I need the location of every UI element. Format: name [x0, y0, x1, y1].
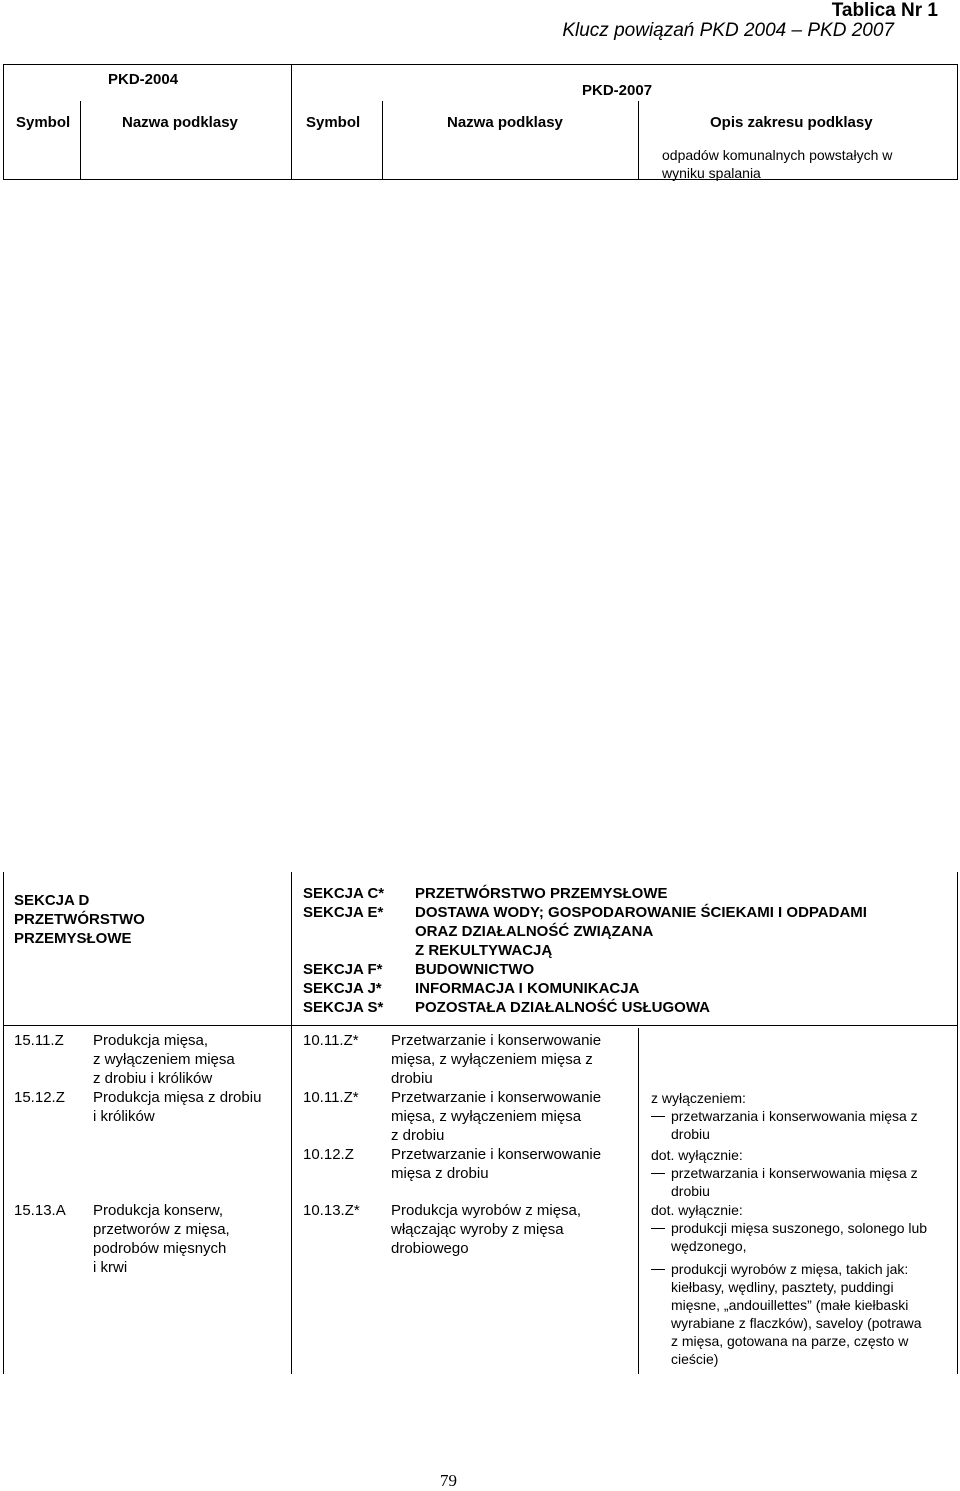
row-2004-symbol: 15.11.Z — [14, 1032, 64, 1049]
col-header-name-2007: Nazwa podklasy — [447, 114, 563, 131]
description-1: z wyłączeniem: przetwarzania i konserwowania mięsa z drobiu — [651, 1089, 951, 1143]
dash-list-item: przetwarzania i konserwowania mięsa z drobiu — [651, 1107, 951, 1143]
row-2007-symbol: 10.11.Z* — [303, 1089, 359, 1106]
page-number: 79 — [440, 1471, 457, 1490]
row-2007-name: Przetwarzanie i konserwowanie mięsa z drobiu — [391, 1146, 602, 1182]
row-2007-name: Przetwarzanie i konserwowanie mięsa, z wyłączeniem mięsa z drobiu — [391, 1089, 602, 1144]
col-header-name-2004: Nazwa podklasy — [122, 114, 238, 131]
col-header-description: Opis zakresu podklasy — [710, 114, 873, 131]
row-2007-symbol: 10.12.Z — [303, 1146, 354, 1163]
row-2007-name: Przetwarzanie i konserwowanie mięsa, z wyłączeniem mięsa z drobiu — [391, 1032, 602, 1087]
row-2004-symbol: 15.13.A — [14, 1202, 66, 1219]
row-2004-name: Produkcja konserw, przetworów z mięsa, podrobów mięsnych i krwi — [93, 1202, 230, 1276]
row-2007-name: Produkcja wyrobów z mięsa, włączając wyroby z mięsa drobiowego — [391, 1202, 582, 1257]
description-3: dot. wyłącznie: produkcji mięsa suszonego, solonego lub wędzonego, produkcji wyrobów z mięsa, takich jak: kiełbasy, wędliny, pasztety, puddingi mięsne, „andouillettes” (małe kiełbaski wyrabiane z flaczków), saveloy (potrawa z mięsa, gotowana na parze, często w cieście) — [651, 1201, 953, 1368]
section-2007-names: PRZETWÓRSTWO PRZEMYSŁOWE DOSTAWA WODY; GOSPODAROWANIE ŚCIEKAMI I ODPADAMI ORAZ DZIAŁALNOŚĆ ZWIĄZANA Z REKULTYWACJĄ BUDOWNICTWO INFORMACJA I KOMUNIKACJA POZOSTAŁA DZIAŁALNOŚĆ USŁUGOWA — [415, 885, 867, 1016]
dash-list-item: produkcji wyrobów z mięsa, takich jak: kiełbasy, wędliny, pasztety, puddingi mięsne, „andouillettes” (małe kiełbaski wyrabiane z flaczków), saveloy (potrawa z mięsa, gotowana na parze, często w cieście) — [651, 1260, 953, 1368]
section-2004: SEKCJA D PRZETWÓRSTWO PRZEMYSŁOWE — [14, 892, 145, 947]
col-header-symbol-2004: Symbol — [16, 114, 71, 131]
table-number-title: Tablica Nr 1 — [831, 0, 938, 21]
table-subtitle: Klucz powiązań PKD 2004 – PKD 2007 — [562, 20, 894, 41]
row-2004-name: Produkcja mięsa z drobiu i królików — [93, 1089, 262, 1125]
section-2007-codes: SEKCJA C* SEKCJA E* SEKCJA F* SEKCJA J* SEKCJA S* — [303, 885, 385, 1016]
row-2004-name: Produkcja mięsa, z wyłączeniem mięsa z drobiu i królików — [93, 1032, 235, 1087]
row-2007-symbol: 10.13.Z* — [303, 1202, 360, 1219]
dash-list-item: przetwarzania i konserwowania mięsa z drobiu — [651, 1164, 951, 1200]
col-header-symbol-2007: Symbol — [306, 114, 361, 131]
pkd2007-group-header: PKD-2007 — [582, 82, 653, 99]
dash-list-item: produkcji mięsa suszonego, solonego lub wędzonego, — [651, 1219, 953, 1255]
continuation-text: odpadów komunalnych powstałych w wyniku spalania — [662, 147, 893, 181]
row-2004-symbol: 15.12.Z — [14, 1089, 65, 1106]
row-2007-symbol: 10.11.Z* — [303, 1032, 359, 1049]
pkd2004-group-header: PKD-2004 — [108, 71, 179, 88]
description-2: dot. wyłącznie: przetwarzania i konserwowania mięsa z drobiu — [651, 1146, 951, 1200]
